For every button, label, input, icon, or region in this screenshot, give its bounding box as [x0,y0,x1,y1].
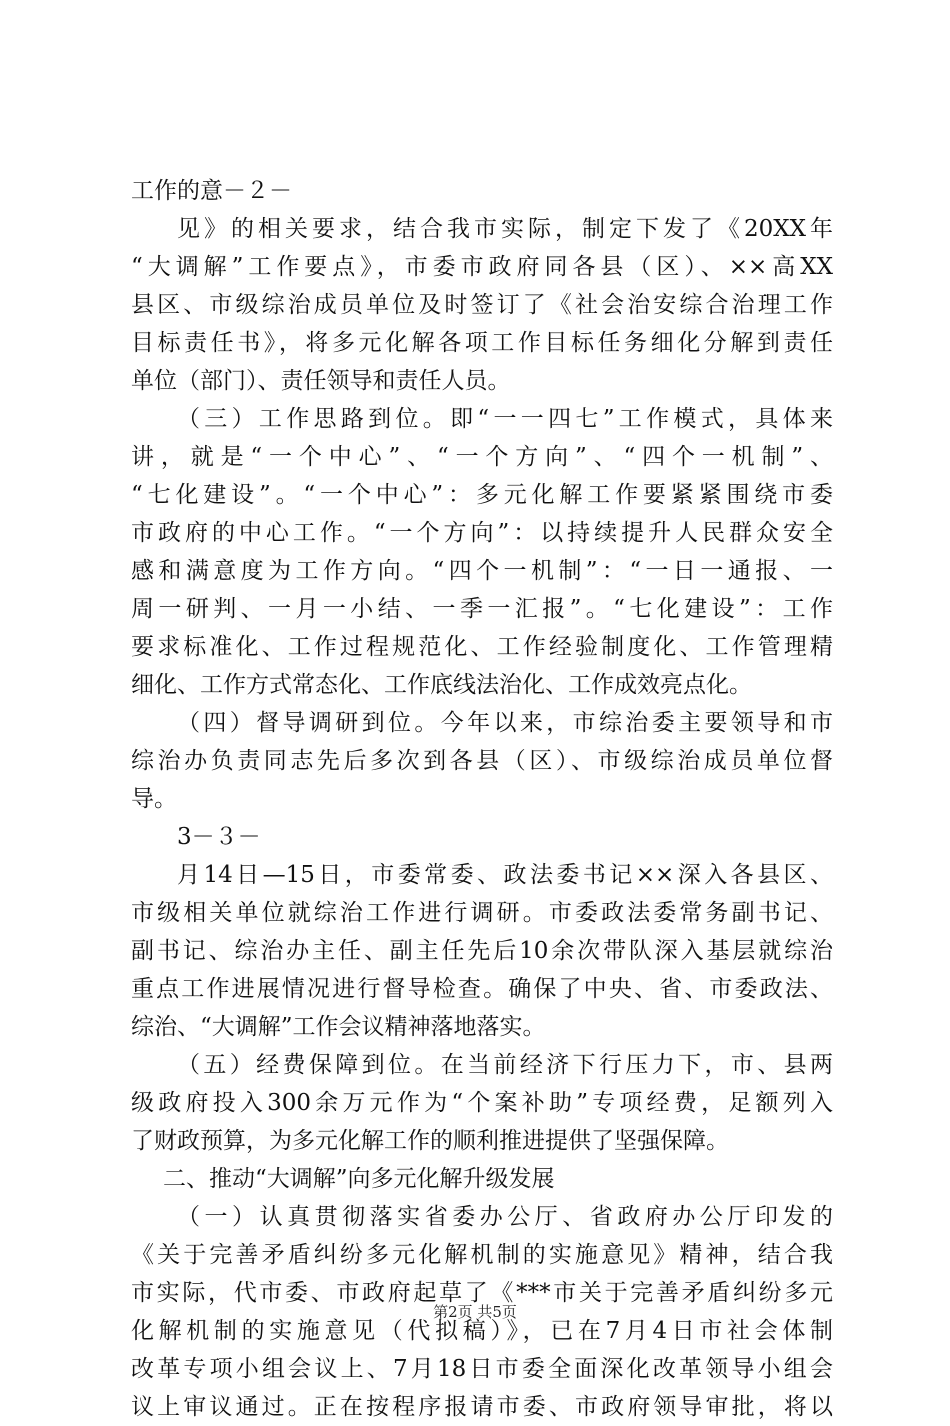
text-line: “大调解”工作要点》，市委市政府同各县（区）、××高XX [131,254,833,280]
text-line: 3－３－ [177,824,261,850]
text-line: （三）工作思路到位。即“一一四七”工作模式，具体来 [177,406,833,432]
text-line: 见》的相关要求，结合我市实际，制定下发了《20XX年 [177,216,833,242]
page-footer: 第2页 共5页 [433,1303,517,1321]
text-line: 市级相关单位就综治工作进行调研。市委政法委常务副书记、 [131,900,833,926]
text-line: 综治办负责同志先后多次到各县（区）、市级综治成员单位督 [131,748,833,774]
text-line: 议上审议通过。正在按程序报请市委、市政府领导审批，将以 [131,1394,833,1420]
text-line: 月14日—15日，市委常委、政法委书记××深入各县区、 [177,862,833,888]
text-line: （四）督导调研到位。今年以来，市综治委主要领导和市 [177,710,833,736]
text-line: 《关于完善矛盾纠纷多元化解机制的实施意见》精神，结合我 [131,1242,833,1268]
text-line: 周一研判、一月一小结、一季一汇报”。“七化建设”：工作 [131,596,833,622]
text-line: 了财政预算，为多元化解工作的顺利推进提供了坚强保障。 [131,1128,729,1154]
text-line: 导。 [131,786,177,812]
text-line: 综治、“大调解”工作会议精神落地落实。 [131,1014,546,1040]
text-line: 感和满意度为工作方向。“四个一机制”：“一日一通报、一 [131,558,833,584]
text-line: 目标责任书》，将多元化解各项工作目标任务细化分解到责任 [131,330,833,356]
text-line: 副书记、综治办主任、副主任先后10余次带队深入基层就综治 [131,938,833,964]
text-line: 化解机制的实施意见（代拟稿）》，已在7月4日市社会体制 [131,1318,833,1344]
text-line: 市实际，代市委、市政府起草了《***市关于完善矛盾纠纷多元 [131,1280,833,1306]
text-line: （一）认真贯彻落实省委办公厅、省政府办公厅印发的 [177,1204,833,1230]
text-line: 县区、市级综治成员单位及时签订了《社会治安综合治理工作 [131,292,833,318]
section-heading: 二、推动“大调解”向多元化解升级发展 [163,1166,555,1192]
text-line: 讲，就是“一个中心”、“一个方向”、“四个一机制”、 [131,444,833,470]
text-line: 重点工作进展情况进行督导检查。确保了中央、省、市委政法、 [131,976,833,1002]
text-line: 单位（部门）、责任领导和责任人员。 [131,368,511,394]
text-line: 市政府的中心工作。“一个方向”：以持续提升人民群众安全 [131,520,833,546]
text-line: “七化建设”。“一个中心”：多元化解工作要紧紧围绕市委 [131,482,833,508]
text-line: （五）经费保障到位。在当前经济下行压力下，市、县两 [177,1052,833,1078]
text-line: 级政府投入300余万元作为“个案补助”专项经费，足额列入 [131,1090,833,1116]
text-line: 要求标准化、工作过程规范化、工作经验制度化、工作管理精 [131,634,833,660]
text-line: 工作的意－２－ [131,178,292,204]
text-line: 改革专项小组会议上、7月18日市委全面深化改革领导小组会 [131,1356,833,1382]
text-line: 细化、工作方式常态化、工作底线法治化、工作成效亮点化。 [131,672,752,698]
document-body [131,172,833,1426]
